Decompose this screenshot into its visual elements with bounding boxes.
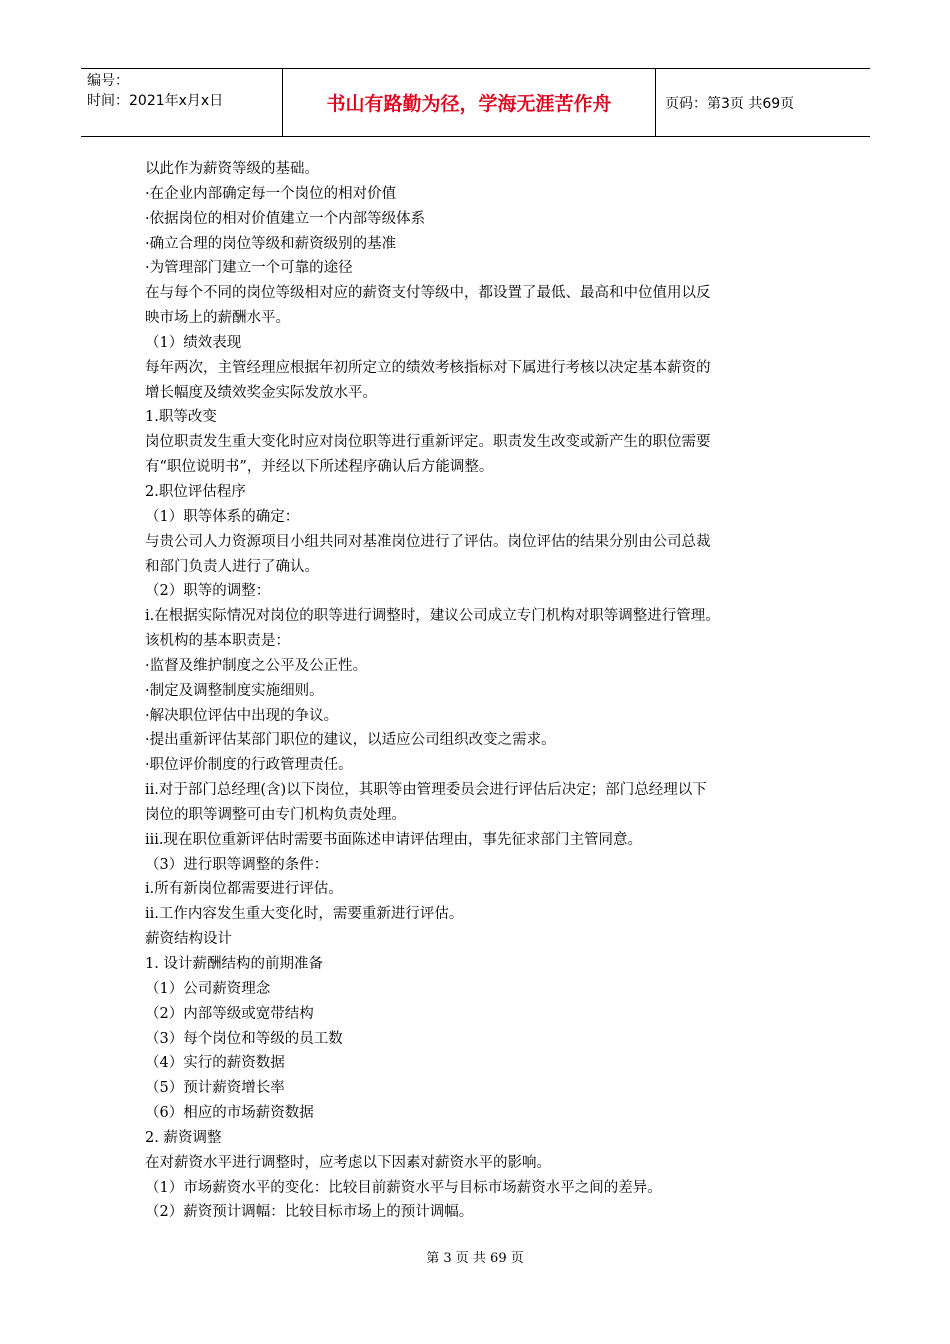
text-line: （1）绩效表现 xyxy=(145,334,242,351)
text-line: 每年两次，主管经理应根据年初所定立的绩效考核指标对下属进行考核以决定基本薪资的 xyxy=(145,359,711,376)
text-line: 增长幅度及绩效奖金实际发放水平。 xyxy=(145,384,377,401)
page-header xyxy=(81,68,870,137)
text-line: 岗位职责发生重大变化时应对岗位职等进行重新评定。职责发生改变或新产生的职位需要 xyxy=(145,434,711,451)
text-line: （3）每个岗位和等级的员工数 xyxy=(145,1030,343,1047)
text-line: （2）内部等级或宽带结构 xyxy=(145,1005,314,1022)
text-line: iii.现在职位重新评估时需要书面陈述申请评估理由，事先征求部门主管同意。 xyxy=(145,831,643,848)
text-line: （3）进行职等调整的条件： xyxy=(145,856,329,873)
text-line: ·提出重新评估某部门职位的建议，以适应公司组织改变之需求。 xyxy=(145,732,556,749)
text-line: ·确立合理的岗位等级和薪资级别的基准 xyxy=(145,235,397,252)
text-line: 该机构的基本职责是： xyxy=(145,633,290,650)
text-line: 在与每个不同的岗位等级相对应的薪资支付等级中，都设置了最低、最高和中位值用以反 xyxy=(145,285,711,302)
header-page-info: 页码：第3页 共69页 xyxy=(665,95,795,112)
text-line: （1）职等体系的确定： xyxy=(145,508,300,525)
text-line: （2）薪资预计调幅：比较目标市场上的预计调幅。 xyxy=(145,1204,474,1221)
text-line: 2. 薪资调整 xyxy=(145,1129,222,1146)
text-line: ·为管理部门建立一个可靠的途径 xyxy=(145,260,353,277)
text-line: 与贵公司人力资源项目小组共同对基准岗位进行了评估。岗位评估的结果分别由公司总裁 xyxy=(145,533,711,550)
text-line: 薪资结构设计 xyxy=(145,931,232,948)
text-line: ii.对于部门总经理(含)以下岗位，其职等由管理委员会进行评估后决定；部门总经理以下 xyxy=(145,782,707,799)
text-line: 在对薪资水平进行调整时，应考虑以下因素对薪资水平的影响。 xyxy=(145,1154,551,1171)
text-line: i.所有新岗位都需要进行评估。 xyxy=(145,881,343,898)
header-motto: 书山有路勤为径，学海无涯苦作舟 xyxy=(283,69,656,136)
text-line: 1.职等改变 xyxy=(145,409,217,426)
text-line: 1. 设计薪酬结构的前期准备 xyxy=(145,956,323,972)
text-line: （4）实行的薪资数据 xyxy=(145,1055,285,1072)
text-line: 岗位的职等调整可由专门机构负责处理。 xyxy=(145,806,406,823)
text-line: ii.工作内容发生重大变化时，需要重新进行评估。 xyxy=(145,906,464,923)
text-line: ·解决职位评估中出现的争议。 xyxy=(145,707,339,724)
text-line: 2.职位评估程序 xyxy=(145,483,246,500)
text-line: ·职位评价制度的行政管理责任。 xyxy=(145,757,353,774)
document-body xyxy=(145,157,835,1225)
header-meta xyxy=(81,69,283,136)
text-line: 和部门负责人进行了确认。 xyxy=(145,558,319,575)
page-footer: 第 3 页 共 69 页 xyxy=(426,1251,524,1266)
text-line: ·在企业内部确定每一个岗位的相对价值 xyxy=(145,185,397,202)
header-time: 时间：2021年x月x日 xyxy=(87,93,224,109)
text-line: （1）公司薪资理念 xyxy=(145,980,271,997)
text-line: i.在根据实际情况对岗位的职等进行调整时，建议公司成立专门机构对职等调整进行管理。 xyxy=(145,608,720,625)
text-line: （2）职等的调整： xyxy=(145,583,271,600)
text-line: 映市场上的薪酬水平。 xyxy=(145,310,290,327)
text-line: 有“职位说明书”，并经以下所述程序确认后方能调整。 xyxy=(145,459,494,476)
header-number: 编号： xyxy=(87,73,129,89)
text-line: （6）相应的市场薪资数据 xyxy=(145,1105,314,1122)
text-line: ·制定及调整制度实施细则。 xyxy=(145,682,324,699)
text-line: （1）市场薪资水平的变化：比较目前薪资水平与目标市场薪资水平之间的差异。 xyxy=(145,1179,662,1196)
text-line: 以此作为薪资等级的基础。 xyxy=(145,161,319,177)
text-line: ·依据岗位的相对价值建立一个内部等级体系 xyxy=(145,210,426,227)
text-line: ·监督及维护制度之公平及公正性。 xyxy=(145,657,368,674)
text-line: （5）预计薪资增长率 xyxy=(145,1080,285,1097)
